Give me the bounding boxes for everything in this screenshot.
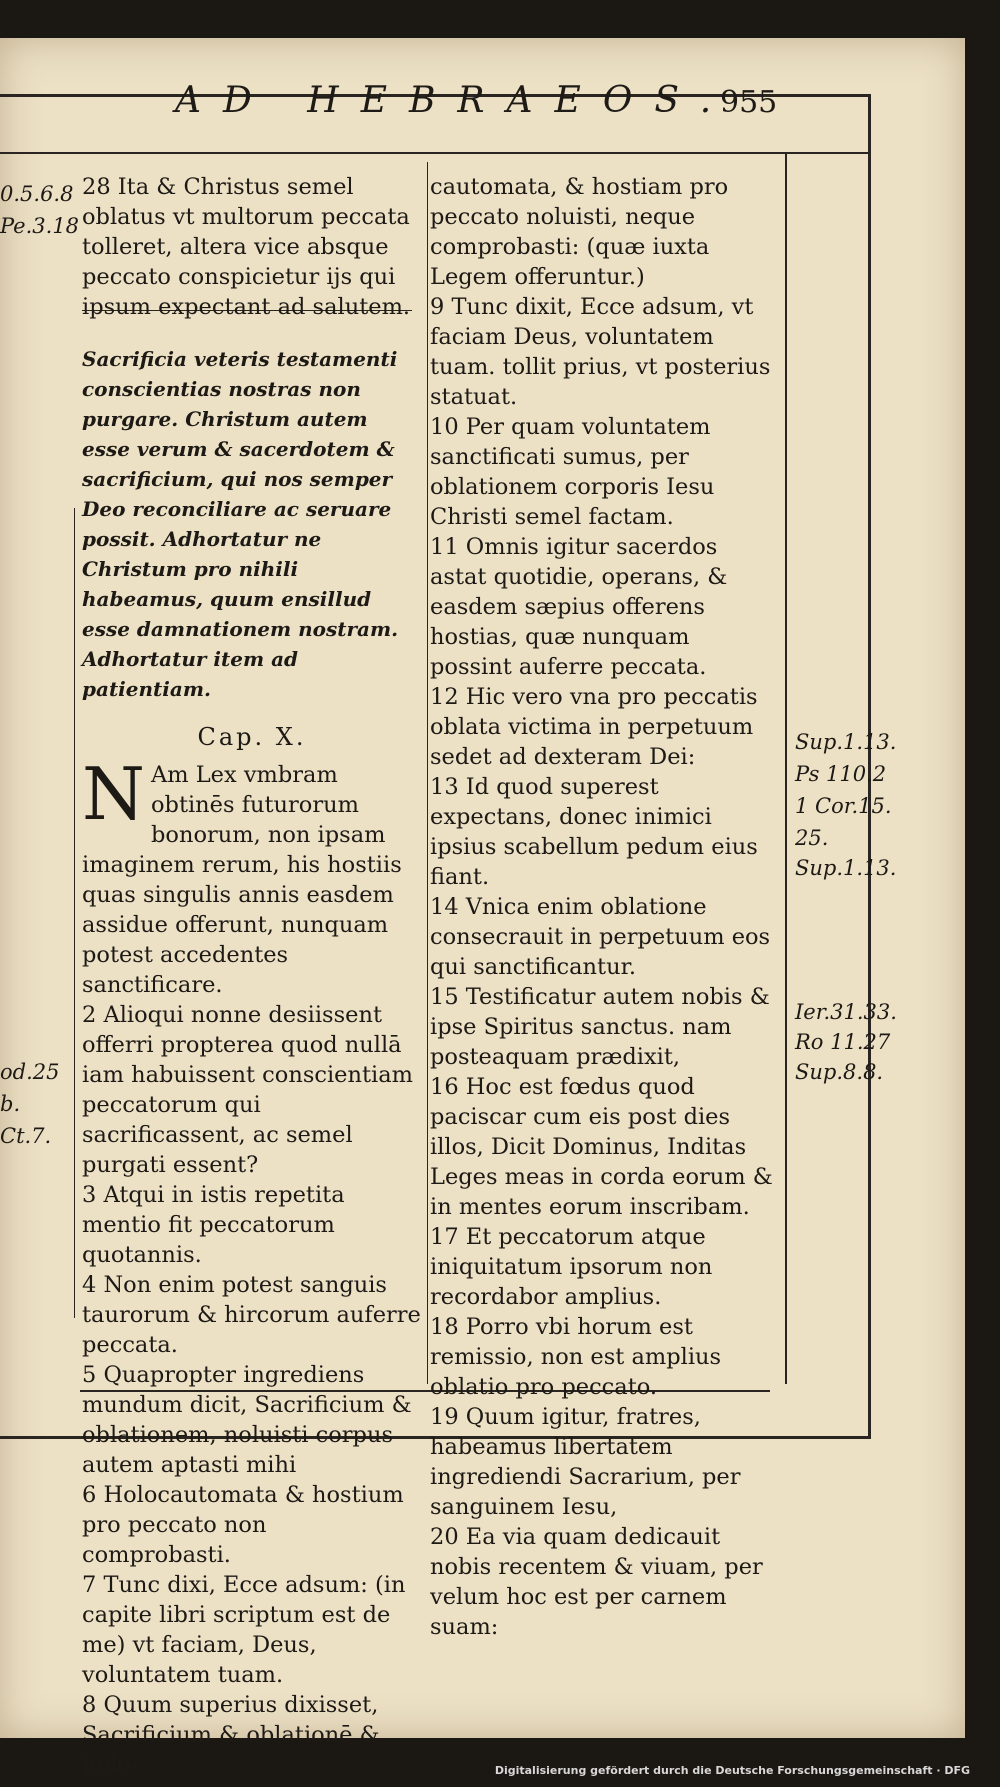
- verse-9: 9 Tunc dixit, Ecce adsum, vt faciam Deus, voluntatem tuam. tollit prius, vt posterius statuat.: [430, 294, 771, 410]
- header-rule: [0, 152, 868, 154]
- margin-note-left: Ct.7.: [0, 1124, 52, 1148]
- verse-18: 18 Porro vbi horum est remissio, non est amplius oblatio pro peccato.: [430, 1314, 722, 1400]
- margin-note-left: 0.5.6.8: [0, 182, 74, 206]
- margin-note-left: Pe.3.18: [0, 214, 80, 238]
- margin-note-right: Sup.8.8.: [795, 1060, 884, 1084]
- digitization-credit: Digitalisierung gefördert durch die Deutsche Forschungsgemeinschaft · DFG: [494, 1764, 970, 1777]
- margin-note-right: Ps 110.2: [795, 762, 887, 786]
- page-number: 955: [720, 85, 778, 120]
- running-head: AD HEBRAEOS.: [175, 80, 734, 121]
- verse-17: 17 Et peccatorum atque iniquitatum ipsorum non recordabor amplius.: [430, 1224, 713, 1310]
- verse-11: 11 Omnis igitur sacerdos astat quotidie, operans, & easdem sæpius offerens hostias, quæ nunquam possint auferre peccata.: [430, 534, 728, 680]
- verse-20: 20 Ea via quam dedicauit nobis recentem & viuam, per velum hoc est per carnem suam:: [430, 1524, 763, 1640]
- column-divider-rule: [427, 162, 428, 1384]
- margin-note-right: Ier.31.33.: [795, 1000, 897, 1024]
- right-column: [430, 172, 776, 1642]
- verse-12: 12 Hic vero vna pro peccatis oblata victima in perpetuum sedet ad dexteram Dei:: [430, 684, 758, 770]
- verse-16: 16 Hoc est fœdus quod paciscar cum eis post dies illos, Dicit Dominus, Inditas Leges meas in corda eorum & in mentes eorum inscribam.: [430, 1074, 773, 1220]
- margin-note-right: Ro 11.27: [795, 1030, 891, 1054]
- margin-note-right: 1 Cor.15.: [795, 794, 892, 818]
- verse-15: 15 Testificatur autem nobis & ipse Spiritus sanctus. nam posteaquam prædixit,: [430, 984, 770, 1070]
- margin-note-right: Sup.1.13.: [795, 730, 897, 754]
- margin-note-left: b.: [0, 1092, 21, 1116]
- verse-4: 4 Non enim potest sanguis taurorum & hircorum auferre peccata.: [82, 1272, 421, 1358]
- verse-8: 8 Quum superius dixisset, Sacrificium & oblationē & holo-: [82, 1692, 380, 1778]
- verse-13: 13 Id quod superest expectans, donec inimici ipsius scabellum pedum eius fiant.: [430, 774, 758, 890]
- margin-note-right: Sup.1.13.: [795, 856, 897, 880]
- verse-19: 19 Quum igitur, fratres, habeamus libertatem ingrediendi Sacrarium, per sanguinem Iesu,: [430, 1404, 741, 1520]
- verse-1: [82, 752, 422, 1000]
- left-column-rule: [74, 508, 75, 1318]
- drop-capital: N: [82, 752, 145, 836]
- chapter-summary: Sacrificia veteris testamenti conscientias nostras non purgare. Christum autem esse verum & sacerdotem & sacrificium, qui nos semper Deo reconciliare ac seruare possit. Adhortatur ne Christum pro nihili habeamus, quum ensillud esse damnationem nostram. Adhortatur item ad patientiam.: [82, 347, 399, 701]
- verse-8-continued: cautomata, & hostiam pro peccato noluisti, neque comprobasti: (quæ iuxta Legem offeruntur.): [430, 174, 729, 290]
- margin-note-right: 25.: [795, 826, 829, 850]
- verse-10: 10 Per quam voluntatem sanctificati sumus, per oblationem corporis Iesu Christi semel factam.: [430, 414, 715, 530]
- chapter-heading: Cap. X.: [197, 723, 307, 751]
- left-column: [82, 172, 422, 1780]
- margin-right-rule: [785, 154, 787, 1384]
- verse-28: 28 Ita & Christus semel oblatus vt multorum peccata tolleret, altera vice absque peccato conspicietur ijs qui ipsum expectant ad salutem.: [82, 174, 411, 320]
- verse-1-text: Am Lex vmbram obtinēs futurorum bonorum, non ipsam imaginem rerum, his hostiis quas singulis annis easdem assidue offerunt, nunquam potest accedentes sanctificare.: [82, 762, 402, 998]
- verse-2: 2 Alioqui nonne desiissent offerri propterea quod nullā iam habuissent conscientiam peccatorum qui sacrificassent, ac semel purgati essent?: [82, 1002, 413, 1178]
- verse-6: 6 Holocautomata & hostium pro peccato non comprobasti.: [82, 1482, 404, 1568]
- verse-5: 5 Quapropter ingrediens mundum dicit, Sacrificium & oblationem, noluisti corpus autem aptasti mihi: [82, 1362, 412, 1478]
- verse-3: 3 Atqui in istis repetita mentio fit peccatorum quotannis.: [82, 1182, 345, 1268]
- verse-14: 14 Vnica enim oblatione consecrauit in perpetuum eos qui sanctificantur.: [430, 894, 771, 980]
- margin-note-left: od.25: [0, 1060, 60, 1084]
- verse-7: 7 Tunc dixi, Ecce adsum: (in capite libri scriptum est de me) vt faciam, Deus, voluntatem tuam.: [82, 1572, 406, 1688]
